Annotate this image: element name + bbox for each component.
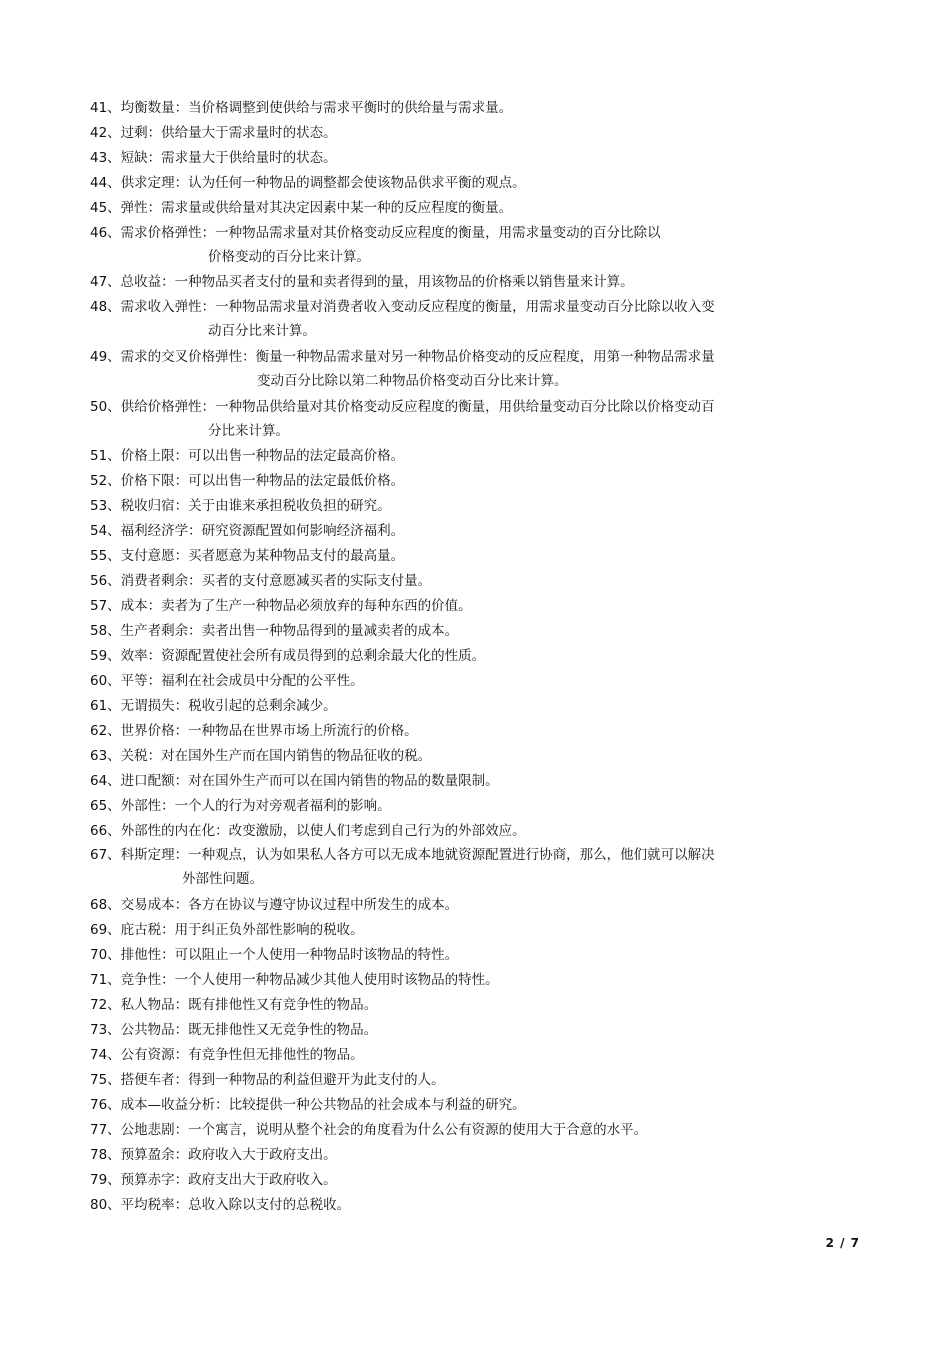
entry-text: 79、预算赤字：政府支出大于政府收入。 <box>90 1172 337 1188</box>
entry-text: 46、需求价格弹性：一种物品需求量对其价格变动反应程度的衡量，用需求量变动的百分比除以 <box>90 225 661 241</box>
glossary-entry <box>90 1093 790 1117</box>
glossary-entry <box>90 1068 790 1092</box>
glossary-entry <box>90 694 790 718</box>
glossary-entry <box>90 569 790 593</box>
entry-continuation: 变动百分比除以第二种物品价格变动百分比来计算。 <box>257 373 568 389</box>
entry-continuation: 价格变动的百分比来计算。 <box>208 249 370 265</box>
entry-text: 55、支付意愿：买者愿意为某种物品支付的最高量。 <box>90 548 405 564</box>
entry-text: 45、弹性：需求量或供给量对其决定因素中某一种的反应程度的衡量。 <box>90 200 513 216</box>
glossary-entry <box>90 469 790 493</box>
entry-text: 72、私人物品：既有排他性又有竞争性的物品。 <box>90 997 378 1013</box>
entry-text: 70、排他性：可以阻止一个人使用一种物品时该物品的特性。 <box>90 947 459 963</box>
glossary-entry <box>90 669 790 693</box>
glossary-entry <box>90 171 790 195</box>
entry-text: 63、关税：对在国外生产而在国内销售的物品征收的税。 <box>90 748 432 764</box>
glossary-entry <box>90 993 790 1017</box>
page-number: 2 / 7 <box>825 1236 860 1250</box>
entry-text: 58、生产者剩余：卖者出售一种物品得到的量减卖者的成本。 <box>90 623 459 639</box>
glossary-entry <box>90 444 790 468</box>
glossary-entry <box>90 1143 790 1167</box>
glossary-entry <box>90 619 790 643</box>
glossary-entry <box>90 221 790 269</box>
entry-text: 66、外部性的内在化：改变激励，以使人们考虑到自己行为的外部效应。 <box>90 823 526 839</box>
entry-text: 53、税收归宿：关于由谁来承担税收负担的研究。 <box>90 498 391 514</box>
entry-text: 73、公共物品：既无排他性又无竞争性的物品。 <box>90 1022 378 1038</box>
glossary-entry <box>90 345 790 393</box>
glossary-entry <box>90 1193 790 1217</box>
entry-text: 71、竞争性：一个人使用一种物品减少其他人使用时该物品的特性。 <box>90 972 499 988</box>
entry-text: 60、平等：福利在社会成员中分配的公平性。 <box>90 673 364 689</box>
glossary-entry <box>90 644 790 668</box>
glossary-entry <box>90 196 790 220</box>
entry-continuation: 分比来计算。 <box>208 423 289 439</box>
entry-text: 44、供求定理：认为任何一种物品的调整都会使该物品供求平衡的观点。 <box>90 175 526 191</box>
entry-text: 69、庇古税：用于纠正负外部性影响的税收。 <box>90 922 364 938</box>
glossary-entry <box>90 943 790 967</box>
entry-text: 61、无谓损失：税收引起的总剩余减少。 <box>90 698 337 714</box>
glossary-entry <box>90 968 790 992</box>
glossary-entry <box>90 893 790 917</box>
entry-text: 65、外部性：一个人的行为对旁观者福利的影响。 <box>90 798 391 814</box>
glossary-entry <box>90 1118 790 1142</box>
entry-text: 49、需求的交叉价格弹性：衡量一种物品需求量对另一种物品价格变动的反应程度，用第一种物品需求量 <box>90 349 715 365</box>
glossary-entry <box>90 494 790 518</box>
entry-text: 68、交易成本：各方在协议与遵守协议过程中所发生的成本。 <box>90 897 459 913</box>
entry-text: 67、科斯定理：一种观点，认为如果私人各方可以无成本地就资源配置进行协商，那么，他们就可以解决 <box>90 847 715 863</box>
glossary-entry <box>90 594 790 618</box>
entry-text: 52、价格下限：可以出售一种物品的法定最低价格。 <box>90 473 405 489</box>
glossary-entry <box>90 121 790 145</box>
glossary-entry <box>90 295 790 343</box>
glossary-entry <box>90 544 790 568</box>
glossary-entry <box>90 843 790 891</box>
glossary-entry <box>90 794 790 818</box>
glossary-entry <box>90 1168 790 1192</box>
entry-text: 74、公有资源：有竞争性但无排他性的物品。 <box>90 1047 364 1063</box>
entry-text: 64、进口配额：对在国外生产而可以在国内销售的物品的数量限制。 <box>90 773 499 789</box>
entry-text: 78、预算盈余：政府收入大于政府支出。 <box>90 1147 337 1163</box>
entry-text: 76、成本—收益分析：比较提供一种公共物品的社会成本与利益的研究。 <box>90 1097 526 1113</box>
entry-text: 56、消费者剩余：买者的支付意愿减买者的实际支付量。 <box>90 573 432 589</box>
glossary-entry <box>90 1043 790 1067</box>
entry-text: 50、供给价格弹性：一种物品供给量对其价格变动反应程度的衡量，用供给量变动百分比除以价格变动百 <box>90 399 715 415</box>
entry-continuation: 动百分比来计算。 <box>208 323 316 339</box>
glossary-entry <box>90 819 790 843</box>
entry-text: 41、均衡数量：当价格调整到使供给与需求平衡时的供给量与需求量。 <box>90 100 513 116</box>
glossary-entry <box>90 270 790 294</box>
entry-text: 54、福利经济学：研究资源配置如何影响经济福利。 <box>90 523 405 539</box>
entry-text: 57、成本：卖者为了生产一种物品必须放弃的每种东西的价值。 <box>90 598 472 614</box>
entry-text: 62、世界价格：一种物品在世界市场上所流行的价格。 <box>90 723 418 739</box>
glossary-entry <box>90 719 790 743</box>
entry-text: 80、平均税率：总收入除以支付的总税收。 <box>90 1197 351 1213</box>
glossary-entry <box>90 918 790 942</box>
entry-text: 47、总收益：一种物品买者支付的量和卖者得到的量，用该物品的价格乘以销售量来计算。 <box>90 274 634 290</box>
entry-text: 43、短缺：需求量大于供给量时的状态。 <box>90 150 337 166</box>
entry-continuation: 外部性问题。 <box>182 871 263 887</box>
entry-text: 77、公地悲剧：一个寓言，说明从整个社会的角度看为什么公有资源的使用大于合意的水平。 <box>90 1122 648 1138</box>
entry-text: 75、搭便车者：得到一种物品的利益但避开为此支付的人。 <box>90 1072 445 1088</box>
glossary-entry <box>90 1018 790 1042</box>
glossary-entry <box>90 744 790 768</box>
entry-text: 42、过剩：供给量大于需求量时的状态。 <box>90 125 337 141</box>
entry-text: 59、效率：资源配置使社会所有成员得到的总剩余最大化的性质。 <box>90 648 486 664</box>
entry-text: 51、价格上限：可以出售一种物品的法定最高价格。 <box>90 448 405 464</box>
glossary-entry <box>90 395 790 443</box>
glossary-entry <box>90 769 790 793</box>
glossary-entry <box>90 96 790 120</box>
glossary-entry <box>90 519 790 543</box>
glossary-entry <box>90 146 790 170</box>
entry-text: 48、需求收入弹性：一种物品需求量对消费者收入变动反应程度的衡量，用需求量变动百分比除以收入变 <box>90 299 715 315</box>
